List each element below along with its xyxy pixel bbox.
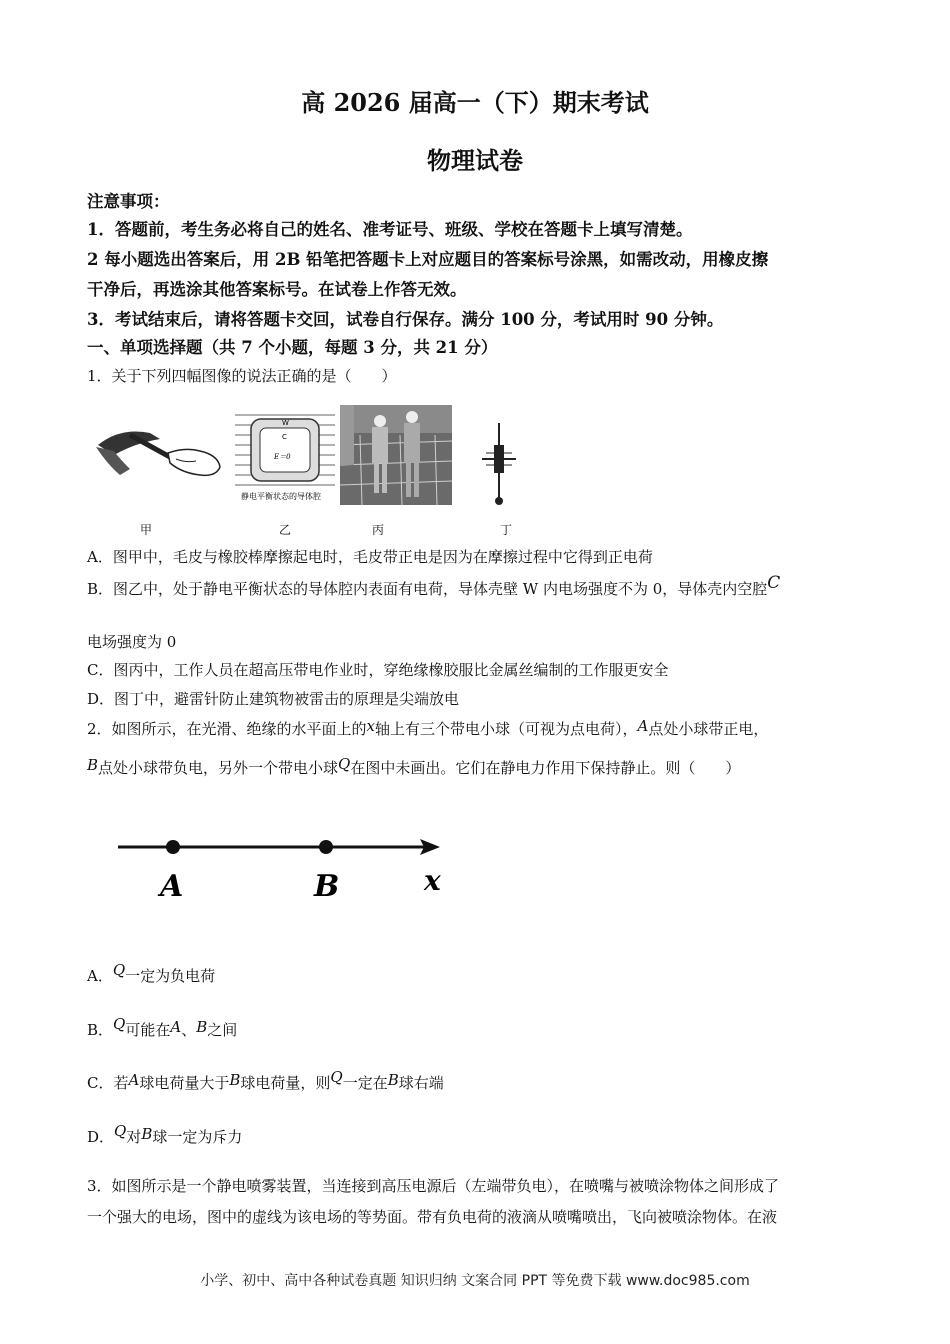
fig-label-yi: 乙 <box>279 523 292 537</box>
q2-option-d: D．Q对B球一定为斥力 <box>87 1122 243 1146</box>
fig-w-label: W <box>282 419 289 427</box>
notes-heading: 注意事项： <box>87 192 170 211</box>
q1-figure-ding <box>476 423 522 507</box>
axis-x-label: x <box>424 864 441 897</box>
q2-option-b: B．Q可能在A、B之间 <box>87 1015 238 1039</box>
notes-item-3: 3．考试结束后，请将答题卡交回，试卷自行保存。满分 100 分，考试用时 90 分钟。 <box>87 310 724 329</box>
page-footer: 小学、初中、高中各种试卷真题 知识归纳 文案合同 PPT 等免费下载 www.doc985.com <box>200 1273 750 1289</box>
notes-item-2: 2 每小题选出答案后，用 2B 铅笔把答题卡上对应题目的答案标号涂黑，如需改动，用橡皮擦 <box>87 250 769 269</box>
q1-option-b: B．图乙中，处于静电平衡状态的导体腔内表面有电荷，导体壳壁 W 内电场强度不为 0，导体壳内空腔C <box>87 573 781 598</box>
notes-item-2-cont: 干净后，再选涂其他答案标号。在试卷上作答无效。 <box>87 280 467 299</box>
q1-option-a: A．图甲中，毛皮与橡胶棒摩擦起电时，毛皮带正电是因为在摩擦过程中它得到正电荷 <box>87 548 653 566</box>
q1-option-c: C．图丙中，工作人员在超高压带电作业时，穿绝缘橡胶服比金属丝编制的工作服更安全 <box>87 661 669 679</box>
fig-label-bing: 丙 <box>372 523 385 537</box>
section-heading: 一、单项选择题（共 7 个小题，每题 3 分，共 21 分） <box>87 338 498 357</box>
q2-stem-line2: B点处小球带负电，另外一个带电小球Q在图中未画出。它们在静电力作用下保持静止。则（ ） <box>87 755 741 777</box>
q1-figure-jia <box>90 405 225 505</box>
q3-stem-line1: 3．如图所示是一个静电喷雾装置，当连接到高压电源后（左端带负电），在喷嘴与被喷涂物体之间形成了 <box>87 1177 780 1195</box>
q2-stem-line1: 2．如图所示，在光滑、绝缘的水平面上的x轴上有三个带电小球（可视为点电荷），A点处小球带正电， <box>87 717 769 738</box>
q2-option-a: A．Q一定为负电荷 <box>87 961 216 985</box>
exam-title: 高 2026 届高一（下）期末考试 <box>301 88 649 117</box>
q2-option-c: C．若A球电荷量大于B球电荷量，则Q一定在B球右端 <box>87 1068 444 1092</box>
q1-figure-yi <box>235 403 335 503</box>
fig-yi-caption: 静电平衡状态的导体腔 <box>241 492 321 501</box>
fig-label-ding: 丁 <box>500 523 513 537</box>
fig-e-label: E＝0 <box>274 453 291 461</box>
q1-option-b-cont: 电场强度为 0 <box>87 633 177 651</box>
q2-axis-figure <box>110 820 460 910</box>
q3-stem-line2: 一个强大的电场，图中的虚线为该电场的等势面。带有负电荷的液滴从喷嘴喷出，飞向被喷涂物体。在液 <box>87 1208 778 1226</box>
fig-label-jia: 甲 <box>140 523 153 537</box>
axis-point-b-label: B <box>314 869 340 904</box>
q1-stem: 1．关于下列四幅图像的说法正确的是（ ） <box>87 367 397 385</box>
q1-option-d: D．图丁中，避雷针防止建筑物被雷击的原理是尖端放电 <box>87 690 460 708</box>
fig-c-label: C <box>282 433 287 441</box>
exam-subtitle: 物理试卷 <box>427 146 523 175</box>
axis-point-a-label: A <box>160 869 184 904</box>
q1-figure-bing <box>340 405 452 505</box>
notes-item-1: 1．答题前，考生务必将自己的姓名、准考证号、班级、学校在答题卡上填写清楚。 <box>87 220 693 239</box>
